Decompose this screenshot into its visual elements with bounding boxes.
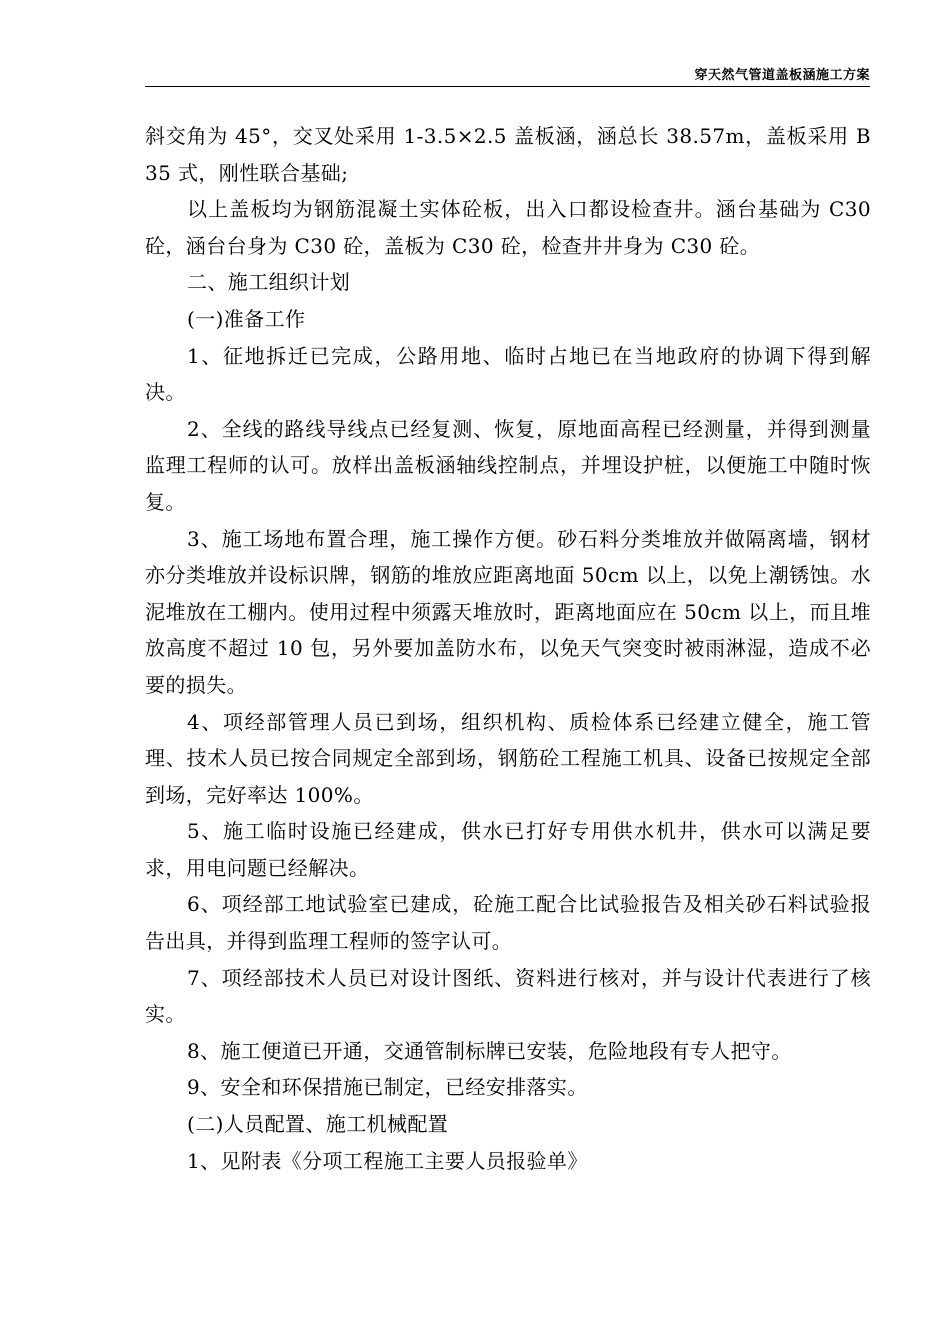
section-heading-construction-plan: 二、施工组织计划 (187, 270, 351, 295)
paragraph-continued: 斜交角为 45°，交叉处采用 1-3.5×2.5 盖板涵，涵总长 38.57m，盖板采用 B35 式，刚性联合基础; (145, 124, 871, 185)
list-item: 7、项经部技术人员已对设计图纸、资料进行核对，并与设计代表进行了核实。 (145, 965, 871, 1027)
subsection-heading-preparation: (一)准备工作 (187, 306, 306, 331)
list-item: 5、施工临时设施已经建成，供水已打好专用供水机井，供水可以满足要求，用电问题已经解决。 (145, 819, 871, 880)
list-item: 4、项经部管理人员已到场，组织机构、质检体系已经建立健全，施工管理、技术人员已按合同规定全部到场，钢筋砼工程施工机具、设备已按规定全部到场，完好率达 100%。 (145, 709, 871, 807)
list-item: 1、见附表《分项工程施工主要人员报验单》 (187, 1148, 588, 1173)
list-item: 3、施工场地布置合理，施工操作方便。砂石料分类堆放并做隔离墙，钢材亦分类堆放并设标识牌，钢筋的堆放应距离地面 50cm 以上，以免上潮锈蚀。水泥堆放在工棚内。使用过程中须露天堆放时，距离地面应在 50cm 以上，而且堆放高度不超过 10 包，另外要加盖防水布，以免天气突变时被雨淋湿，造成不必要的损失。 (145, 526, 871, 697)
subsection-heading-staffing: (二)人员配置、施工机械配置 (187, 1112, 449, 1137)
list-item: 9、安全和环保措施已制定，已经安排落实。 (187, 1075, 588, 1100)
header-title: 穿天然气管道盖板涵施工方案 (694, 68, 870, 83)
list-item: 6、项经部工地试验室已建成，砼施工配合比试验报告及相关砂石料试验报告出具，并得到监理工程师的签字认可。 (145, 892, 871, 954)
page-header (145, 64, 870, 87)
list-item: 1、征地拆迁已完成，公路用地、临时占地已在当地政府的协调下得到解决。 (145, 343, 871, 405)
list-item: 2、全线的路线导线点已经复测、恢复，原地面高程已经测量，并得到测量监理工程师的认可。放样出盖板涵轴线控制点，并埋设护桩，以便施工中随时恢复。 (145, 416, 871, 514)
list-item: 8、施工便道已开通，交通管制标牌已安装，危险地段有专人把守。 (187, 1038, 792, 1063)
document-body (145, 118, 871, 1179)
paragraph-slab-description: 以上盖板均为钢筋混凝土实体砼板，出入口都设检查井。涵台基础为 C30 砼，涵台台身为 C30 砼，盖板为 C30 砼，检查井井身为 C30 砼。 (145, 197, 871, 258)
